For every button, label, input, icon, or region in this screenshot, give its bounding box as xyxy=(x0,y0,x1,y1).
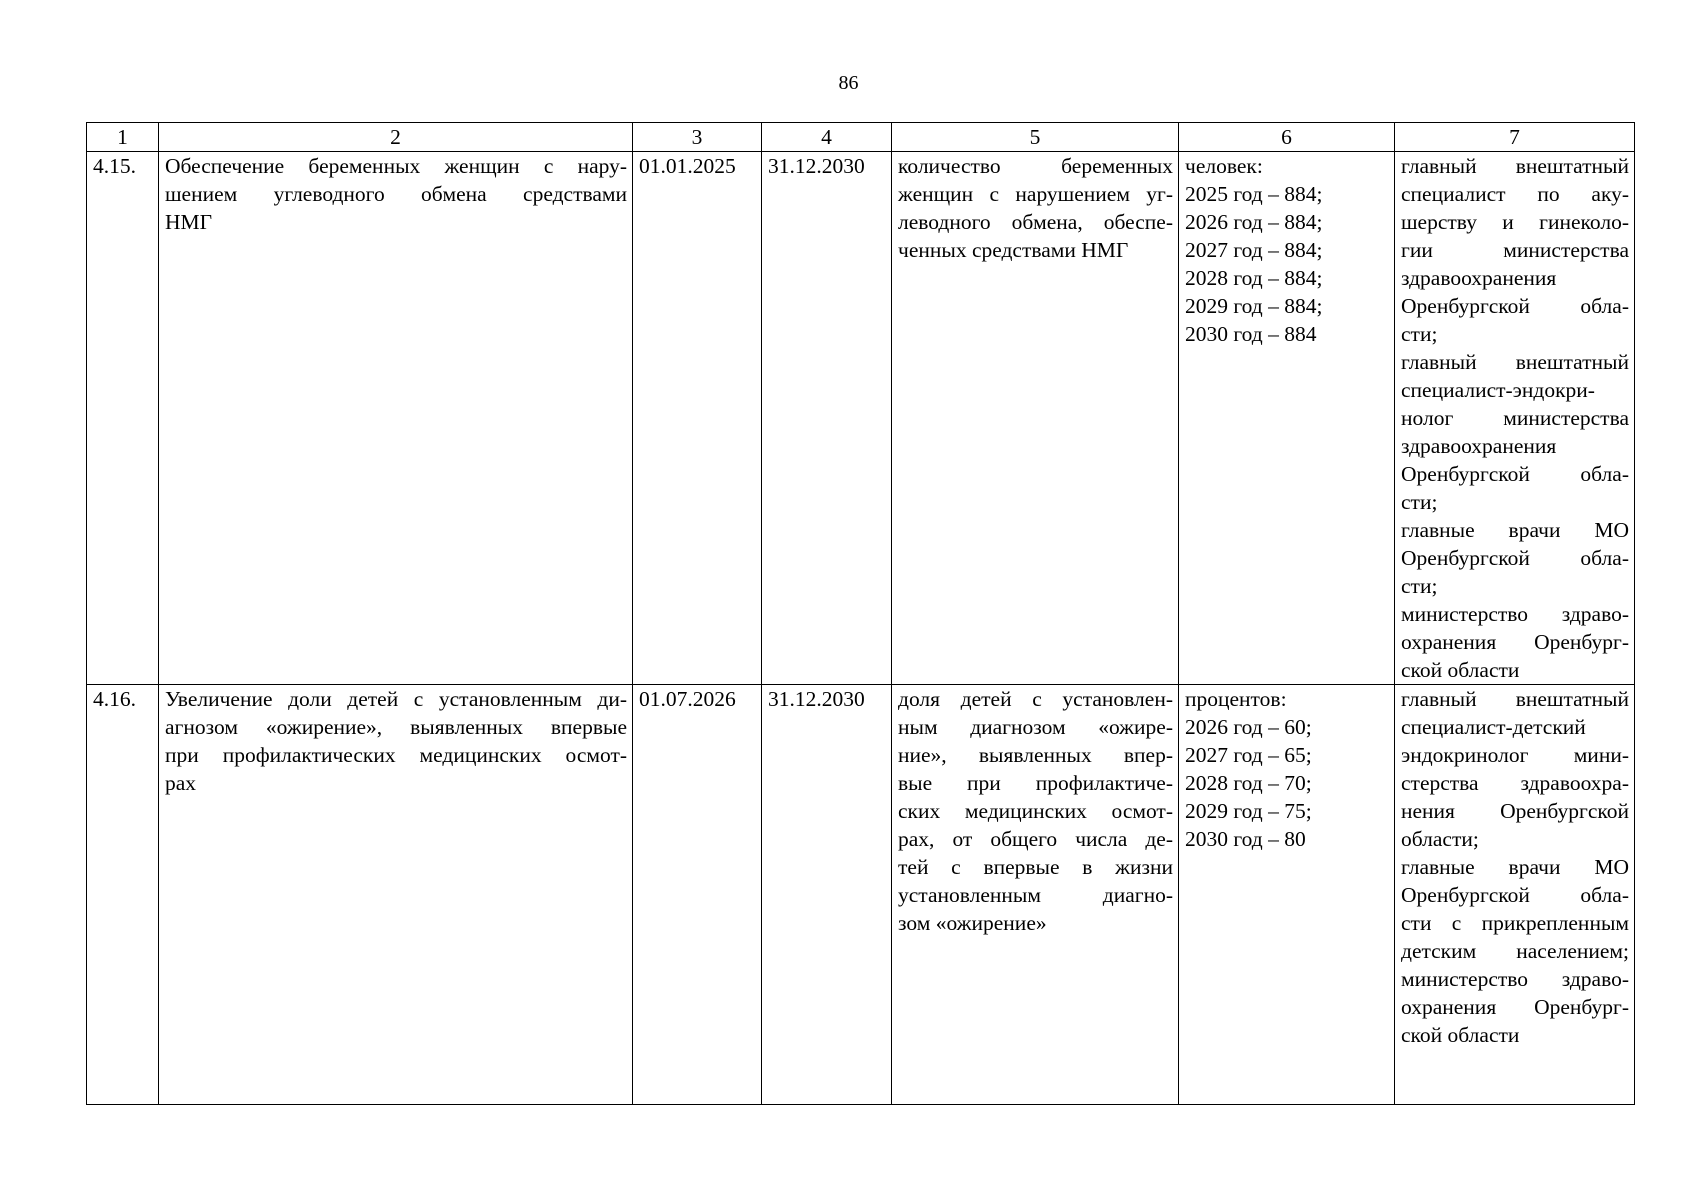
text-line: 2030 год – 884 xyxy=(1185,322,1317,346)
text-line: шением углеводного обмена средствами xyxy=(165,182,627,206)
text-line: стерства здравоохра- xyxy=(1401,771,1629,795)
text-line: зом «ожирение» xyxy=(898,911,1047,935)
text-line: министерство здраво- xyxy=(1401,967,1629,991)
text-line: 2025 год – 884; xyxy=(1185,182,1323,206)
indicator-description xyxy=(892,152,1179,685)
column-number: 6 xyxy=(1179,123,1395,152)
text-line: Обеспечение беременных женщин с нару- xyxy=(165,154,627,178)
plan-table xyxy=(86,122,1635,1105)
indicator-values xyxy=(1179,152,1395,685)
text-line: 2030 год – 80 xyxy=(1185,827,1306,851)
text-line: гии министерства xyxy=(1401,238,1629,262)
text-line: 2028 год – 70; xyxy=(1185,771,1312,795)
column-number: 2 xyxy=(159,123,633,152)
text-line: Оренбургской обла- xyxy=(1401,546,1629,570)
table-row xyxy=(87,685,1635,1105)
text-line: ченных средствами НМГ xyxy=(898,238,1129,262)
text-line: рах, от общего числа де- xyxy=(898,827,1173,851)
event-description xyxy=(159,152,633,685)
column-number: 4 xyxy=(762,123,892,152)
text-line: агнозом «ожирение», выявленных впервые xyxy=(165,715,627,739)
text-line: человек: xyxy=(1185,154,1263,178)
text-line: здравоохранения xyxy=(1401,434,1557,458)
text-line: ской области xyxy=(1401,1023,1520,1047)
text-line: установленным диагно- xyxy=(898,883,1173,907)
text-line: области; xyxy=(1401,827,1479,851)
event-description xyxy=(159,685,633,1105)
text-line: Оренбургской обла- xyxy=(1401,462,1629,486)
responsible-executors xyxy=(1395,152,1635,685)
text-line: сти; xyxy=(1401,322,1438,346)
page-number: 86 xyxy=(838,72,859,94)
responsible-executors xyxy=(1395,685,1635,1105)
text-line: 2029 год – 884; xyxy=(1185,294,1323,318)
text-line: 2027 год – 884; xyxy=(1185,238,1323,262)
text-line: рах xyxy=(165,771,197,795)
end-date: 31.12.2030 xyxy=(762,685,892,1105)
text-line: Увеличение доли детей с установленным ди- xyxy=(165,687,627,711)
text-line: 2027 год – 65; xyxy=(1185,743,1312,767)
text-line: ской области xyxy=(1401,658,1520,682)
text-line: нолог министерства xyxy=(1401,406,1629,430)
indicator-values xyxy=(1179,685,1395,1105)
start-date: 01.07.2026 xyxy=(633,685,762,1105)
text-line: детским населением; xyxy=(1401,939,1629,963)
text-line: охранения Оренбург- xyxy=(1401,995,1629,1019)
row-number: 4.16. xyxy=(87,685,159,1105)
text-line: тей с впервые в жизни xyxy=(898,855,1173,879)
end-date: 31.12.2030 xyxy=(762,152,892,685)
text-line: сти с прикрепленным xyxy=(1401,911,1629,935)
text-line: здравоохранения xyxy=(1401,266,1557,290)
column-number: 7 xyxy=(1395,123,1635,152)
text-line: охранения Оренбург- xyxy=(1401,630,1629,654)
text-line: 2026 год – 884; xyxy=(1185,210,1323,234)
text-line: процентов: xyxy=(1185,687,1287,711)
text-line: шерству и гинеколо- xyxy=(1401,210,1629,234)
text-line: Оренбургской обла- xyxy=(1401,294,1629,318)
text-line: НМГ xyxy=(165,210,213,234)
text-line: вые при профилактиче- xyxy=(898,771,1173,795)
text-line: ние», выявленных впер- xyxy=(898,743,1173,767)
column-number: 1 xyxy=(87,123,159,152)
text-line: главный внештатный xyxy=(1401,687,1629,711)
text-line: женщин с нарушением уг- xyxy=(898,182,1173,206)
text-line: главный внештатный xyxy=(1401,154,1629,178)
text-line: 2028 год – 884; xyxy=(1185,266,1323,290)
text-line: Оренбургской обла- xyxy=(1401,883,1629,907)
text-line: эндокринолог мини- xyxy=(1401,743,1629,767)
text-line: главные врачи МО xyxy=(1401,518,1629,542)
text-line: министерство здраво- xyxy=(1401,602,1629,626)
text-line: нения Оренбургской xyxy=(1401,799,1629,823)
text-line: сти; xyxy=(1401,574,1438,598)
text-line: при профилактических медицинских осмот- xyxy=(165,743,627,767)
text-line: главный внештатный xyxy=(1401,350,1629,374)
indicator-description xyxy=(892,685,1179,1105)
text-line: леводного обмена, обеспе- xyxy=(898,210,1173,234)
text-line: специалист-детский xyxy=(1401,715,1586,739)
column-number: 3 xyxy=(633,123,762,152)
text-line: специалист-эндокри- xyxy=(1401,378,1595,402)
text-line: главные врачи МО xyxy=(1401,855,1629,879)
text-line: ным диагнозом «ожире- xyxy=(898,715,1173,739)
text-line: ских медицинских осмот- xyxy=(898,799,1173,823)
text-line: специалист по аку- xyxy=(1401,182,1629,206)
text-line: количество беременных xyxy=(898,154,1173,178)
text-line: сти; xyxy=(1401,490,1438,514)
column-number-row xyxy=(87,123,1635,152)
text-line: доля детей с установлен- xyxy=(898,687,1173,711)
text-line: 2026 год – 60; xyxy=(1185,715,1312,739)
start-date: 01.01.2025 xyxy=(633,152,762,685)
table-row xyxy=(87,152,1635,685)
column-number: 5 xyxy=(892,123,1179,152)
row-number: 4.15. xyxy=(87,152,159,685)
text-line: 2029 год – 75; xyxy=(1185,799,1312,823)
